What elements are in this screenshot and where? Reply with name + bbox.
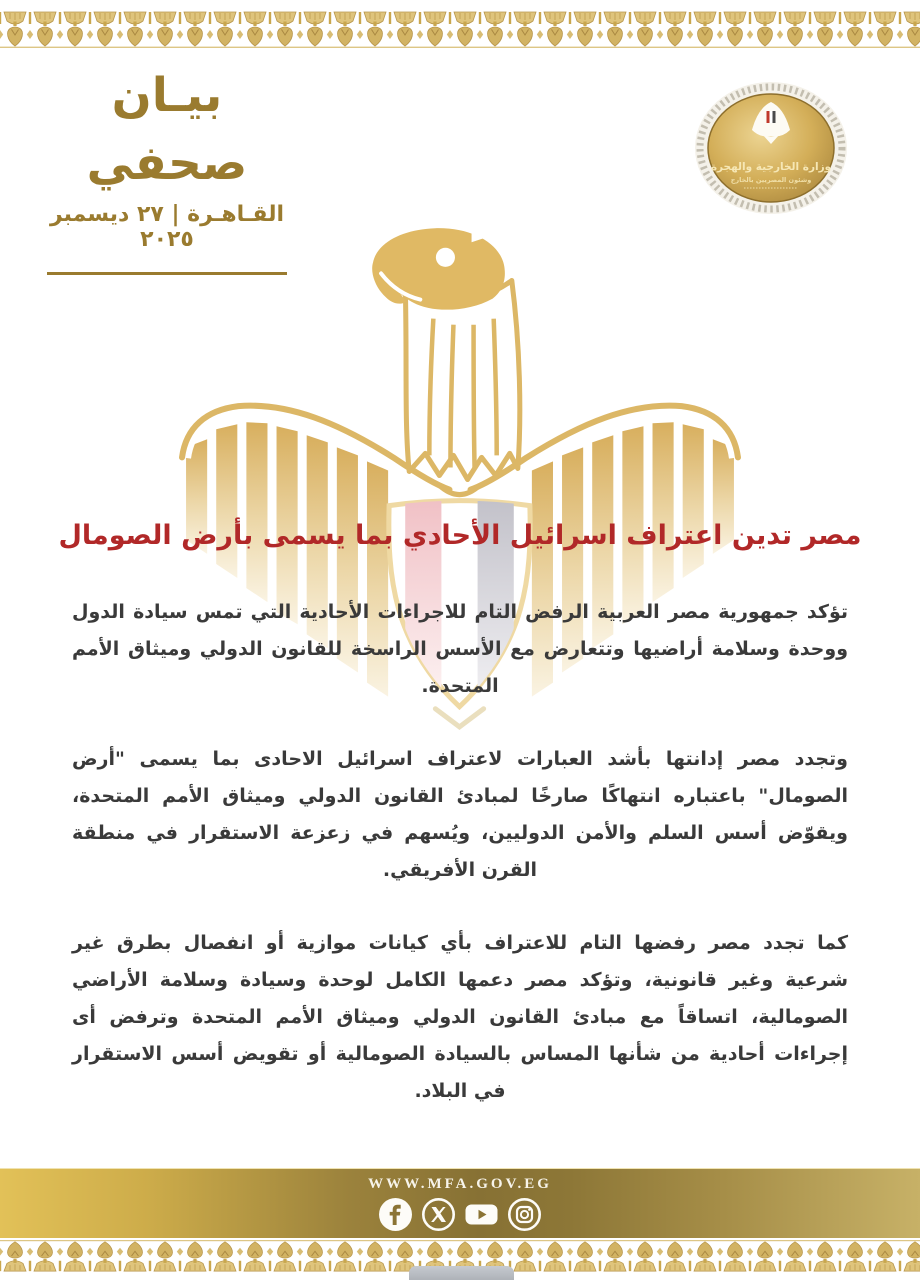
paragraph-2: وتجدد مصر إدانتها بأشد العبارات لاعتراف اسرائيل الاحادى بما يسمى "أرض الصومال" باعتباره انتهاكًا صارخًا لمبادئ القانون الدولي وميثاق الأمم المتحدة، ويقوّض أسس السلم والأمن الدوليين، ويُسهم في زعزعة الاستقرار في منطقة القرن الأفريقي. xyxy=(72,748,848,881)
ministry-seal xyxy=(692,78,850,218)
eagle-head xyxy=(372,228,505,310)
dateline: القـاهـرة | ٢٧ ديسمبر ٢٠٢٥ xyxy=(49,202,285,253)
instagram-icon[interactable] xyxy=(506,1196,543,1233)
facebook-icon[interactable] xyxy=(377,1196,414,1233)
paragraph-3: كما تجدد مصر رفضها التام للاعتراف بأي كيانات موازية أو انفصال بطرق غير شرعية وغير قانونية، وتؤكد مصر دعمها الكامل لوحدة وسيادة وسلامة الأراضي الصومالية، اتساقاً مع مبادئ القانون الدولي وميثاق الأمم المتحدة وترفض أى إجراءات أحادية من شأنها المساس بالسيادة الصومالية أو تقويض أسس الاستقرار في البلاد. xyxy=(72,932,848,1102)
top-lotus-border xyxy=(0,11,920,48)
statement-title: بيـان صحفي xyxy=(86,68,248,192)
seal-title: وزارة الخارجية والهجرة xyxy=(710,161,832,173)
seal-subtitle: وشئون المصريين بالخارج xyxy=(730,176,812,184)
social-icons xyxy=(0,1196,920,1233)
home-indicator-pill xyxy=(409,1266,514,1280)
paragraph-1: تؤكد جمهورية مصر العربية الرفض التام للاجراءات الأحادية التي تمس سيادة الدول ووحدة وسلامة أراضيها وتتعارض مع الأسس الراسخة للقانون الدولي وميثاق الأمم المتحدة. xyxy=(72,601,848,697)
footer-band xyxy=(0,1168,920,1238)
x-twitter-icon[interactable] xyxy=(420,1196,457,1233)
statement-headline: مصر تدين اعتراف اسرائيل الأحادي بما يسمى بأرض الصومال xyxy=(58,520,862,551)
website-url: WWW.MFA.GOV.EG xyxy=(368,1176,552,1192)
statement-body xyxy=(72,594,848,1146)
youtube-icon[interactable] xyxy=(463,1196,500,1233)
eagle-neck xyxy=(405,280,520,479)
